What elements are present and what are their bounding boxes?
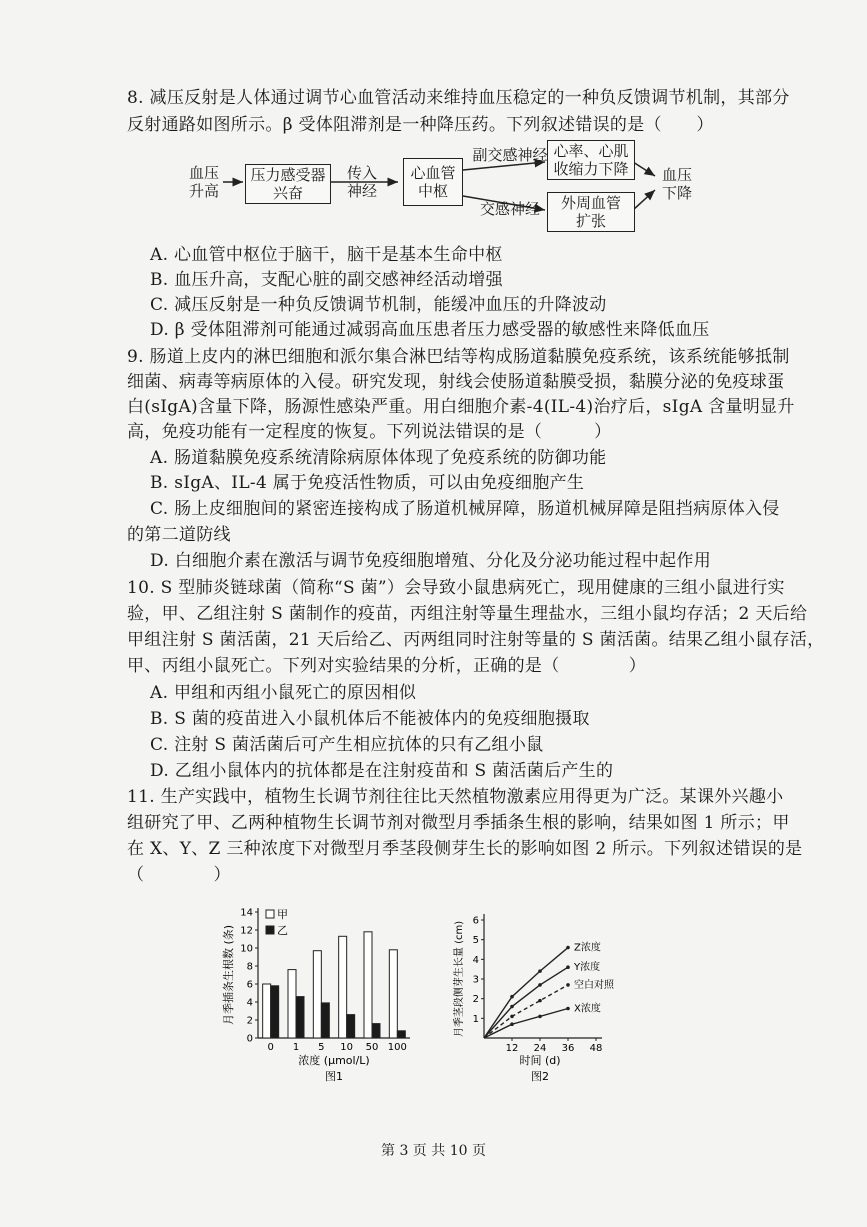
x-tick-label: 36 xyxy=(561,1043,575,1054)
afferent-label: 传入 神经 xyxy=(346,164,377,200)
series-point-2 xyxy=(566,983,570,987)
legend-swatch-0 xyxy=(266,910,274,918)
series-point-3 xyxy=(566,1007,570,1011)
series-point-0 xyxy=(510,995,514,999)
q11-stem-line-1: 11. 生产实践中，植物生长调节剂往往比天然植物激素应用得更为广泛。某课外兴趣小 xyxy=(127,787,784,807)
q9-stem-line-4: 高，免疫功能有一定程度的恢复。下列说法错误的是（ ） xyxy=(127,422,612,442)
series-point-0 xyxy=(538,969,542,973)
figure-title: 图2 xyxy=(531,1070,549,1082)
series-point-1 xyxy=(566,965,570,969)
receptor-box: 压力感受器 兴奋 xyxy=(245,164,331,204)
x-tick-label: 10 xyxy=(340,1042,354,1053)
q9-stem-line-2: 细菌、病毒等病原体的入侵。研究发现，射线会使肠道黏膜受损，黏膜分泌的免疫球蛋 xyxy=(127,372,785,392)
q9-option-b[interactable]: B. sIgA、IL-4 属于免疫活性物质，可以由免疫细胞产生 xyxy=(150,473,585,493)
start-label: 血压 升高 xyxy=(188,164,219,200)
x-tick-label: 48 xyxy=(589,1043,603,1054)
q10-option-b[interactable]: B. S 菌的疫苗进入小鼠机体后不能被体内的免疫细胞摄取 xyxy=(150,709,590,729)
q10-stem-line-1: 10. S 型肺炎链球菌（简称“S 菌”）会导致小鼠患病死亡，现用健康的三组小鼠进行实 xyxy=(127,578,785,598)
y-tick-label: 6 xyxy=(246,979,253,991)
q8-stem-line-1: 8. 减压反射是人体通过调节心血管活动来维持血压稳定的一种负反馈调节机制，其部分 xyxy=(127,88,790,108)
bar-jia-5 xyxy=(313,951,321,1038)
legend-label-1: 乙 xyxy=(277,924,288,937)
figure-2-line-chart xyxy=(448,906,688,1082)
q10-option-c[interactable]: C. 注射 S 菌活菌后可产生相应抗体的只有乙组小鼠 xyxy=(150,735,544,755)
y-tick-label: 3 xyxy=(472,974,479,986)
y-tick-label: 8 xyxy=(246,961,253,973)
q8-option-d[interactable]: D. β 受体阻滞剂可能通过减弱高血压患者压力感受器的敏感性来降低血压 xyxy=(150,320,710,340)
x-tick-label: 5 xyxy=(318,1042,325,1053)
y-tick-label: 4 xyxy=(246,997,253,1009)
bar-jia-100 xyxy=(389,950,397,1038)
q8-option-c[interactable]: C. 减压反射是一种负反馈调节机制，能缓冲血压的升降波动 xyxy=(150,295,607,315)
q11-stem-line-2: 组研究了甲、乙两种植物生长调节剂对微型月季插条生根的影响，结果如图 1 所示；甲 xyxy=(127,813,790,833)
bar-jia-50 xyxy=(364,932,372,1038)
bar-yi-50 xyxy=(372,1024,380,1038)
y-axis-label: 月季茎段侧芽生长量 (cm) xyxy=(454,920,465,1038)
bar-jia-1 xyxy=(288,970,296,1038)
x-tick-label: 100 xyxy=(387,1042,407,1053)
series-point-2 xyxy=(510,1015,514,1019)
series-point-1 xyxy=(510,1005,514,1009)
bar-jia-0 xyxy=(263,984,271,1038)
q11-stem-line-4: （ ） xyxy=(127,865,231,885)
series-label-0: Z浓度 xyxy=(574,942,601,954)
x-tick-label: 0 xyxy=(267,1042,274,1053)
q8-option-a[interactable]: A. 心血管中枢位于脑干，脑干是基本生命中枢 xyxy=(150,245,503,265)
q9-stem-line-3: 白(sIgA)含量下降，肠源性感染严重。用白细胞介素-4(IL-4)治疗后，sIgA 含量明显升 xyxy=(127,397,795,417)
y-tick-label: 4 xyxy=(472,954,479,966)
heart-box: 心率、心肌 收缩力下降 xyxy=(547,140,635,180)
x-tick-label: 12 xyxy=(505,1043,519,1054)
bar-yi-5 xyxy=(321,1003,329,1038)
bar-jia-10 xyxy=(339,936,347,1038)
x-axis-label: 浓度 (μmol/L) xyxy=(298,1054,370,1067)
series-label-1: Y浓度 xyxy=(574,962,601,974)
series-label-2: 空白对照 xyxy=(574,979,614,991)
bar-yi-1 xyxy=(296,997,304,1038)
series-point-1 xyxy=(538,983,542,987)
x-tick-label: 1 xyxy=(292,1042,300,1053)
q11-stem-line-3: 在 X、Y、Z 三种浓度下对微型月季茎段侧芽生长的影响如图 2 所示。下列叙述错误的是 xyxy=(127,839,803,859)
y-axis-label: 月季插条生根数 (条) xyxy=(222,924,235,1026)
y-tick-label: 12 xyxy=(240,925,253,937)
series-point-3 xyxy=(510,1022,514,1026)
q10-stem-line-2: 验，甲、乙组注射 S 菌制作的疫苗，丙组注射等量生理盐水，三组小鼠均存活；2 天后给 xyxy=(127,604,808,624)
y-tick-label: 2 xyxy=(246,1015,253,1027)
q9-option-d[interactable]: D. 白细胞介素在激活与调节免疫细胞增殖、分化及分泌功能过程中起作用 xyxy=(150,551,712,571)
bar-yi-0 xyxy=(271,986,279,1038)
y-tick-label: 10 xyxy=(240,943,253,955)
q9-stem-line-1: 9. 肠道上皮内的淋巴细胞和派尔集合淋巴结等构成肠道黏膜免疫系统，该系统能够抵制 xyxy=(127,347,790,367)
q9-option-a[interactable]: A. 肠道黏膜免疫系统清除病原体体现了免疫系统的防御功能 xyxy=(150,448,607,468)
y-tick-label: 0 xyxy=(246,1033,253,1045)
reflex-pathway-diagram xyxy=(185,140,705,240)
y-tick-label: 5 xyxy=(472,935,479,947)
y-tick-label: 6 xyxy=(472,915,479,927)
q9-option-c-cont: 的第二道防线 xyxy=(127,525,231,545)
series-point-3 xyxy=(538,1015,542,1019)
legend-swatch-1 xyxy=(266,926,274,934)
center-box: 心血管 中枢 xyxy=(403,158,463,206)
vessel-box: 外周血管 扩张 xyxy=(547,192,635,232)
series-point-0 xyxy=(566,946,570,950)
y-tick-label: 2 xyxy=(472,994,479,1006)
series-point-2 xyxy=(538,999,542,1003)
q8-stem-line-2: 反射通路如图所示。β 受体阻滞剂是一种降压药。下列叙述错误的是（ ） xyxy=(127,115,714,135)
q8-option-b[interactable]: B. 血压升高，支配心脏的副交感神经活动增强 xyxy=(150,270,503,290)
legend-label-0: 甲 xyxy=(277,908,288,921)
q10-stem-line-4: 甲、丙组小鼠死亡。下列对实验结果的分析，正确的是（ ） xyxy=(127,656,646,676)
q10-option-a[interactable]: A. 甲组和丙组小鼠死亡的原因相似 xyxy=(150,683,417,703)
figure-1-bar-chart xyxy=(218,902,428,1084)
bar-yi-10 xyxy=(347,1015,355,1038)
para-label: 副交感神经 xyxy=(472,146,548,164)
y-tick-label: 14 xyxy=(240,907,253,919)
x-tick-label: 24 xyxy=(533,1043,547,1054)
series-label-3: X浓度 xyxy=(574,1003,601,1015)
y-tick-label: 1 xyxy=(472,1013,479,1025)
end-label: 血压 下降 xyxy=(661,166,692,202)
x-axis-label: 时间 (d) xyxy=(519,1054,561,1067)
symp-label: 交感神经 xyxy=(479,200,540,218)
bar-yi-100 xyxy=(397,1031,405,1038)
series-line-1 xyxy=(484,967,568,1038)
q10-stem-line-3: 甲组注射 S 菌活菌，21 天后给乙、丙两组同时注射等量的 S 菌活菌。结果乙组小鼠存活， xyxy=(127,630,825,650)
page-footer: 第 3 页 共 10 页 xyxy=(381,1143,486,1159)
q9-option-c[interactable]: C. 肠上皮细胞间的紧密连接构成了肠道机械屏障，肠道机械屏障是阻挡病原体入侵 xyxy=(150,499,780,519)
x-tick-label: 50 xyxy=(365,1042,379,1053)
q10-option-d[interactable]: D. 乙组小鼠体内的抗体都是在注射疫苗和 S 菌活菌后产生的 xyxy=(150,761,614,781)
figure-title: 图1 xyxy=(325,1070,343,1083)
